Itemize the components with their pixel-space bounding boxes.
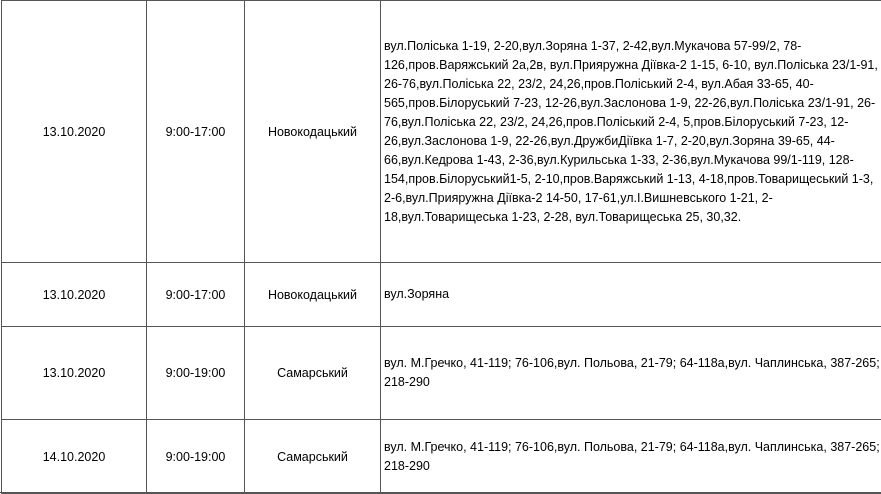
time-cell: 9:00-17:00 — [147, 1, 245, 263]
district-cell: Новокодацький — [245, 1, 381, 263]
streets-cell: вул. М.Гречко, 41-119; 76-106,вул. Польова, 21-79; 64-118а,вул. Чаплинська, 387-265; 218-290 — [381, 420, 881, 494]
table-row — [2, 263, 881, 327]
district-cell: Самарський — [245, 420, 381, 494]
date-cell: 13.10.2020 — [2, 263, 147, 327]
date-cell: 13.10.2020 — [2, 327, 147, 420]
streets-cell: вул. М.Гречко, 41-119; 76-106,вул. Польова, 21-79; 64-118а,вул. Чаплинська, 387-265; 218-290 — [381, 327, 881, 420]
district-cell: Новокодацький — [245, 263, 381, 327]
outage-schedule-table — [1, 0, 881, 494]
time-cell: 9:00-19:00 — [147, 420, 245, 494]
district-cell: Самарський — [245, 327, 381, 420]
table-row — [2, 327, 881, 420]
streets-cell: вул.Поліська 1-19, 2-20,вул.Зоряна 1-37, 2-42,вул.Мукачова 57-99/2, 78-126,пров.Варяжський 2а,2в, вул.Прияружна Дiївка-2 1-15, 6-10, вул.Поліська 23/1-91, 26-76,вул.Поліська 22, 23/2, 24,26,пров.Поліський 2-4, вул.Абая 33-65, 40-565,пров.Білоруський 7-23, 12-26,вул.Заслонова 1-9, 22-26,вул.Поліська 23/1-91, 26-76,вул.Поліська 22, 23/2, 24,26,пров.Поліський 2-4, 5,пров.Білоруський 7-23, 12-26,вул.Заслонова 1-9, 22-26,вул.ДружбиДiївка 1-7, 2-20,вул.Зоряна 39-65, 44-66,вул.Кедрова 1-43, 2-36,вул.Курильська 1-33, 2-36,вул.Мукачова 99/1-119, 128-154,пров.Білоруський1-5, 2-10,пров.Варяжський 1-13, 4-18,пров.Товарищеський 1-3, 2-6,вул.Прияружна Дiївка-2 14-50, 17-61,ул.І.Вишневського 1-21, 2-18,вул.Товарищеська 1-23, 2-28, вул.Товарищеська 25, 30,32. — [381, 1, 881, 263]
time-cell: 9:00-17:00 — [147, 263, 245, 327]
time-cell: 9:00-19:00 — [147, 327, 245, 420]
streets-cell: вул.Зоряна — [381, 263, 881, 327]
table-row — [2, 1, 881, 263]
date-cell: 13.10.2020 — [2, 1, 147, 263]
table-row — [2, 420, 881, 494]
date-cell: 14.10.2020 — [2, 420, 147, 494]
